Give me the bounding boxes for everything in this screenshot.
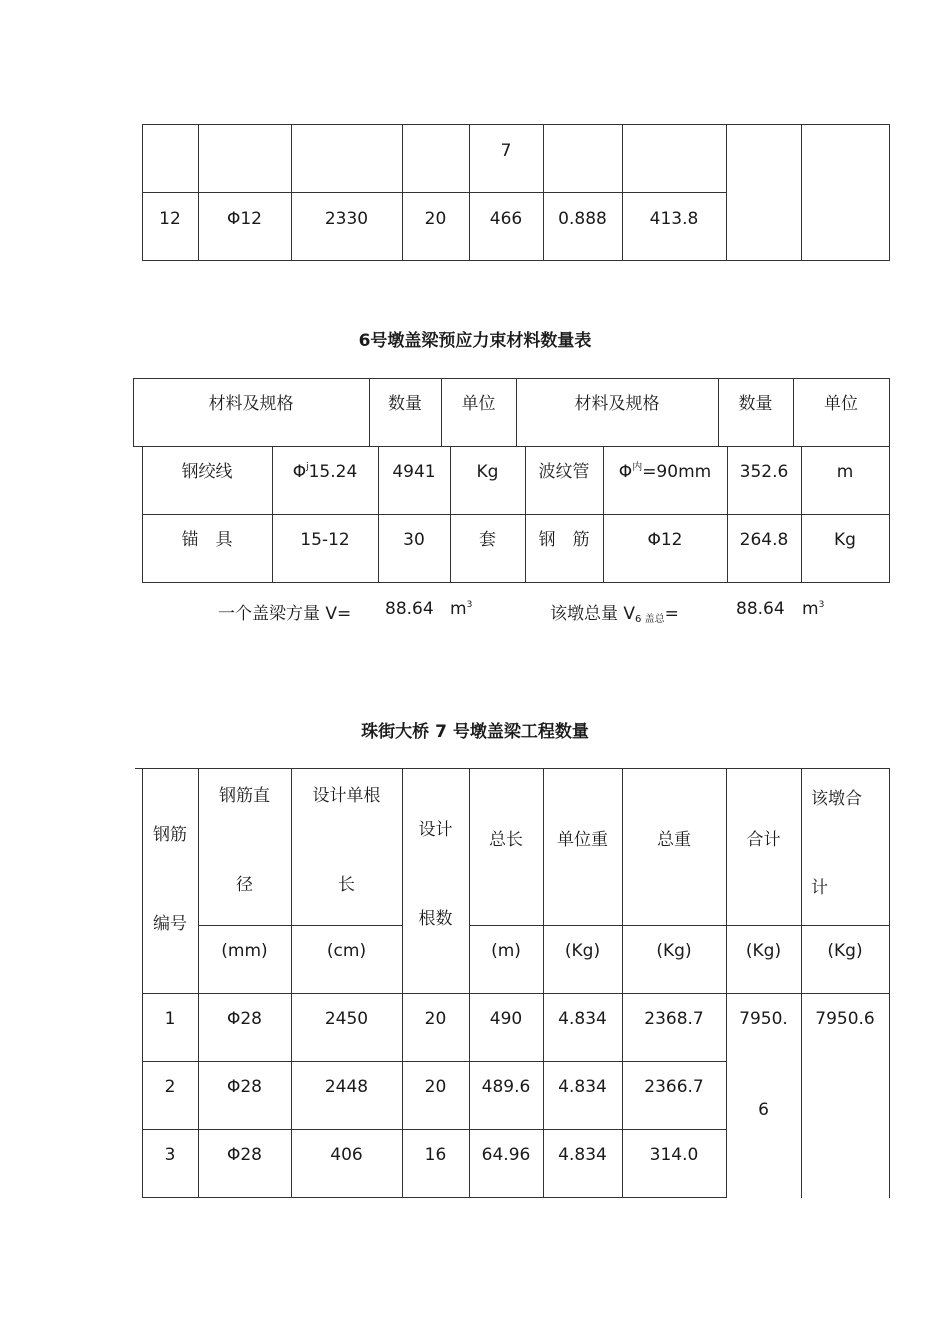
cell-rebar-unit: Kg [834,530,856,550]
row2-total-weight: 2366.7 [644,1077,704,1097]
header-length-top: 设计单根 [312,785,381,806]
row1-diameter: Φ28 [226,1009,262,1029]
header-subtotal-unit: (Kg) [745,941,782,961]
row1-unit-weight: 4.834 [558,1009,607,1029]
row2-length: 2448 [324,1077,369,1097]
cell-strand-name: 钢绞线 [181,462,233,482]
row1-count: 20 [424,1009,447,1029]
row1-bar-no: 1 [164,1009,176,1029]
pier-volume-value: 88.64 [736,599,785,619]
pier-volume-unit: $m^3$ [802,599,825,619]
row3-total-length: 64.96 [481,1145,531,1165]
header-bar-number-bottom: 编号 [153,914,187,934]
row1-total-weight: 2368.7 [644,1009,704,1029]
cell-duct-name: 波纹管 [538,462,590,482]
cell-duct-unit: m [836,462,854,482]
header-length-mid: 长 [338,874,355,895]
header-diameter-mid: 径 [236,874,253,895]
cell-duct-spec: Φ $^内$ =90mm [618,462,712,482]
header-pier-total-top: 该墩合 [811,789,862,809]
header-material-spec-1: 材料及规格 [208,394,294,414]
header-material-spec-2: 材料及规格 [574,394,660,414]
subtotal-line2: 6 [758,1099,769,1120]
cell-strand-unit: Kg [476,462,499,482]
header-diameter-unit: (mm) [221,941,268,961]
cell-total-length: 466 [489,208,523,229]
header-count-top: 设计 [418,819,453,840]
pier-total: 7950.6 [815,1009,875,1029]
cell-anchor-unit: 套 [479,530,496,550]
subtotal-line1: 7950. [739,1009,788,1029]
cell-rebar-name: 钢 筋 [538,530,590,550]
beam-volume-unit: $m^3$ [450,599,473,619]
header-unit-2: 单位 [824,394,858,414]
header-total-weight-unit: (Kg) [656,941,692,961]
header-subtotal: 合计 [746,829,781,850]
row1-length: 2450 [324,1009,369,1029]
cell-duct-qty: 352.6 [739,462,789,482]
header-bar-number-top: 钢筋 [153,825,187,845]
cell-rebar-spec: Φ12 [647,530,683,550]
cell-anchor-qty: 30 [403,530,425,550]
cell-anchor-spec: 15-12 [300,530,350,550]
cell-strand-spec: Φ $^j$ 15.24 [292,462,358,482]
row2-total-length: 489.6 [481,1077,531,1097]
row2-unit-weight: 4.834 [558,1077,607,1097]
pier-volume-label: 该墩总量 $V_{6 盖总}=$ [550,604,679,625]
cell-rebar-qty: 264.8 [739,530,789,550]
beam-volume-label: 一个盖梁方量 V= [218,604,352,624]
prestress-table-title: 6号墩盖梁预应力束材料数量表 [358,331,592,351]
beam-volume-value: 88.64 [385,599,434,619]
row3-unit-weight: 4.834 [558,1145,607,1165]
header-count-bottom: 根数 [418,908,453,929]
header-pier-total-mid: 计 [811,878,828,898]
header-diameter-top: 钢筋直 [219,785,270,806]
header-quantity-1: 数量 [388,394,422,414]
header-pier-total-unit: (Kg) [827,941,863,961]
cell-bar-no: 12 [159,208,181,229]
row3-bar-no: 3 [164,1145,176,1165]
row2-bar-no: 2 [164,1077,176,1097]
header-unit-1: 单位 [461,394,496,414]
row3-count: 16 [424,1145,447,1165]
header-quantity-2: 数量 [738,394,773,414]
row3-total-weight: 314.0 [649,1145,699,1165]
header-total-weight: 总重 [657,829,691,850]
cell-anchor-name: 锚 具 [181,530,233,550]
cell-total-length-cont: 7 [500,140,512,161]
row2-diameter: Φ28 [226,1077,262,1097]
row3-diameter: Φ28 [226,1145,262,1165]
cell-unit-weight: 0.888 [558,208,607,229]
header-total-length-unit: (m) [491,941,521,961]
cell-length: 2330 [324,208,369,229]
row1-total-length: 490 [489,1009,523,1029]
header-length-unit: (cm) [326,941,367,961]
cell-count: 20 [424,208,447,229]
header-unit-weight-unit: (Kg) [564,941,601,961]
header-unit-weight: 单位重 [557,829,608,850]
header-total-length: 总长 [489,829,523,850]
pier7-table-title: 珠街大桥 7 号墩盖梁工程数量 [361,722,589,742]
row2-count: 20 [424,1077,447,1097]
cell-diameter: Φ12 [226,208,262,229]
cell-total-weight: 413.8 [649,208,699,229]
cell-strand-qty: 4941 [392,462,436,482]
row3-length: 406 [330,1145,363,1165]
